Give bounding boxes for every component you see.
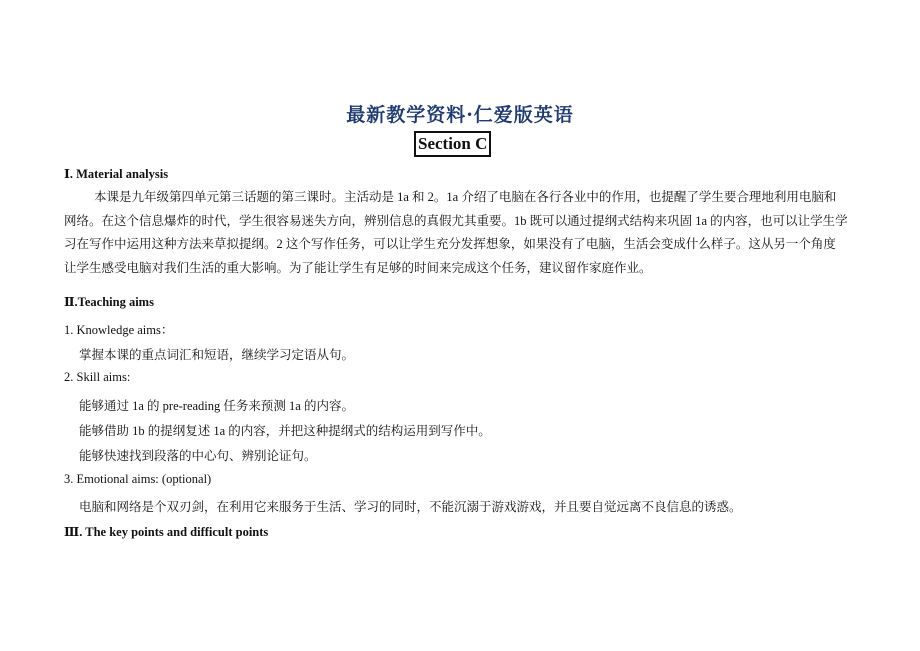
knowledge-aims-label: 1. Knowledge aims：	[64, 323, 174, 337]
skill-aim-item: 能够快速找到段落的中心句、辨别论证句。	[79, 449, 317, 463]
skill-aim-item: 能够通过 1a 的 pre-reading 任务来预测 1a 的内容。	[79, 399, 354, 413]
section-title: Section C	[414, 131, 491, 157]
material-analysis-paragraph: 本课是九年级第四单元第三话题的第三课时。主活动是 1a 和 2。1a 介绍了电脑在各行各业中的作用，也提醒了学生要合理地利用电脑和网络。在这个信息爆炸的时代，学生很容易迷失方向，辨别信息的真假尤其重要。1b 既可以通过提纲式结构来巩固 1a 的内容，也可以让学生学习在写作中运用这种方法来草拟提纲。2 这个写作任务，可以让学生充分发挥想象，如果没有了电脑，生活会变成什么样子。这从另一个角度让学生感受电脑对我们生活的重大影响。为了能让学生有足够的时间来完成这个任务，建议留作家庭作业。	[64, 190, 848, 275]
emotional-aims-text: 电脑和网络是个双刃剑，在利用它来服务于生活、学习的同时，不能沉溺于游戏游戏，并且要自觉远离不良信息的诱惑。	[79, 500, 742, 514]
skill-aims-label: 2. Skill aims:	[64, 370, 131, 384]
document-header-title: 最新教学资料·仁爱版英语	[346, 104, 574, 126]
material-analysis-heading: Ⅰ. Material analysis	[64, 167, 169, 181]
key-points-heading: Ⅲ. The key points and difficult points	[64, 525, 269, 539]
knowledge-aims-text: 掌握本课的重点词汇和短语，继续学习定语从句。	[79, 348, 355, 362]
skill-aim-item: 能够借助 1b 的提纲复述 1a 的内容，并把这种提纲式的结构运用到写作中。	[79, 424, 491, 438]
emotional-aims-label: 3. Emotional aims: (optional)	[64, 472, 212, 486]
teaching-aims-heading: Ⅱ.Teaching aims	[64, 295, 154, 309]
